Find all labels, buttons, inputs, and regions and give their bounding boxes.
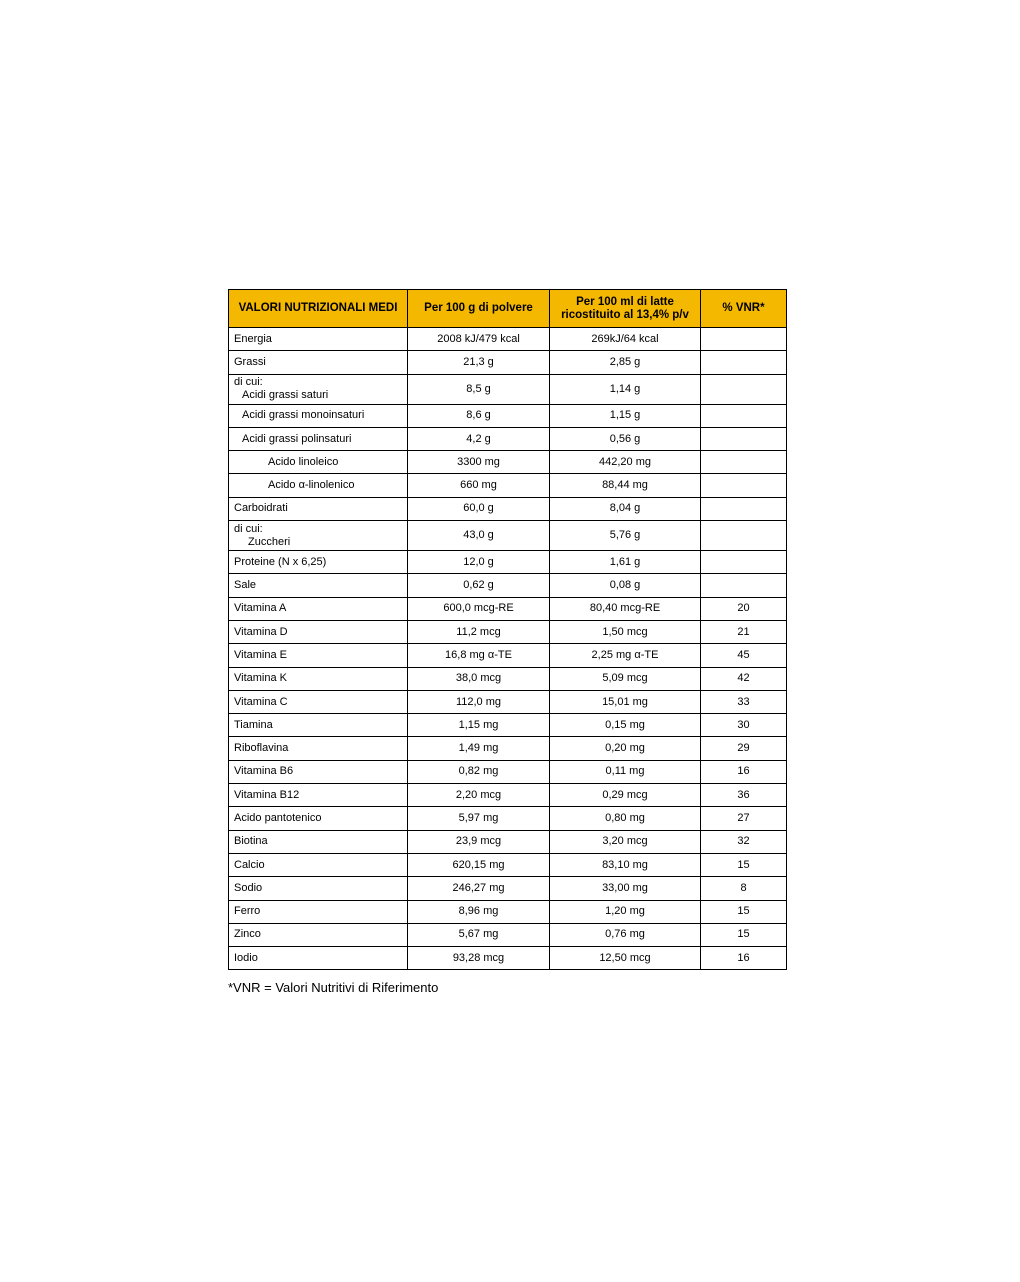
per-100ml-value: 269kJ/64 kcal: [550, 328, 701, 351]
per-100g-value: 16,8 mg α-TE: [408, 644, 550, 667]
per-100g-value: 8,96 mg: [408, 900, 550, 923]
nutrient-name-cell: [229, 451, 408, 474]
nutrient-name: Iodio: [234, 951, 258, 964]
nutrient-name: Vitamina C: [234, 695, 288, 708]
per-100g-value: 11,2 mcg: [408, 620, 550, 643]
nutrient-name: Acidi grassi polinsaturi: [242, 432, 352, 445]
nutrient-name: Energia: [234, 332, 272, 345]
header-vnr: % VNR*: [701, 290, 787, 328]
vnr-value: 27: [701, 807, 787, 830]
table-row: [229, 497, 787, 520]
header-per-100g: Per 100 g di polvere: [408, 290, 550, 328]
nutrient-name: Vitamina A: [234, 602, 287, 615]
vnr-value: 15: [701, 900, 787, 923]
per-100ml-value: 15,01 mg: [550, 690, 701, 713]
vnr-value: 32: [701, 830, 787, 853]
header-per-100ml: Per 100 ml di latte ricostituito al 13,4% p/v: [550, 290, 701, 328]
vnr-value: 30: [701, 714, 787, 737]
nutrient-name: Vitamina D: [234, 625, 288, 638]
nutrient-name-cell: [229, 877, 408, 900]
per-100ml-value: 1,14 g: [550, 374, 701, 404]
nutrient-name-cell: [229, 427, 408, 450]
table-row: [229, 451, 787, 474]
table-body: [229, 328, 787, 970]
nutrient-prefix: di cui:: [234, 376, 263, 389]
nutrient-name: Riboflavina: [234, 742, 289, 755]
nutrient-name-cell: [229, 784, 408, 807]
table-row: [229, 574, 787, 597]
vnr-value: [701, 328, 787, 351]
nutrient-name-cell: [229, 404, 408, 427]
nutrient-name-cell: [229, 830, 408, 853]
per-100g-value: 0,62 g: [408, 574, 550, 597]
nutrient-name: Calcio: [234, 858, 265, 871]
vnr-value: [701, 551, 787, 574]
nutrient-name: Grassi: [234, 355, 266, 368]
per-100g-value: 23,9 mcg: [408, 830, 550, 853]
per-100g-value: 8,6 g: [408, 404, 550, 427]
vnr-value: [701, 521, 787, 551]
nutrient-name-cell: [229, 328, 408, 351]
vnr-value: [701, 451, 787, 474]
per-100ml-value: 83,10 mg: [550, 853, 701, 876]
table-row: [229, 597, 787, 620]
vnr-value: [701, 427, 787, 450]
per-100ml-value: 1,20 mg: [550, 900, 701, 923]
vnr-value: 20: [701, 597, 787, 620]
table-row: [229, 830, 787, 853]
per-100g-value: 1,49 mg: [408, 737, 550, 760]
table-row: [229, 374, 787, 404]
nutrient-name: Acidi grassi monoinsaturi: [242, 409, 365, 422]
vnr-value: [701, 474, 787, 497]
per-100ml-value: 88,44 mg: [550, 474, 701, 497]
per-100ml-value: 1,15 g: [550, 404, 701, 427]
table-row: [229, 760, 787, 783]
per-100g-value: 2,20 mcg: [408, 784, 550, 807]
per-100g-value: 5,67 mg: [408, 923, 550, 946]
table-row: [229, 714, 787, 737]
per-100g-value: 0,82 mg: [408, 760, 550, 783]
nutrient-name: Acido pantotenico: [234, 811, 322, 824]
nutrient-name: Biotina: [234, 835, 268, 848]
per-100ml-value: 0,20 mg: [550, 737, 701, 760]
table-row: [229, 404, 787, 427]
nutrient-name-cell: [229, 521, 408, 551]
footnote: *VNR = Valori Nutritivi di Riferimento: [228, 980, 439, 995]
vnr-value: 21: [701, 620, 787, 643]
per-100g-value: 3300 mg: [408, 451, 550, 474]
vnr-value: 45: [701, 644, 787, 667]
nutrient-name: Vitamina K: [234, 672, 287, 685]
vnr-value: [701, 404, 787, 427]
nutrient-name-cell: [229, 807, 408, 830]
per-100g-value: 5,97 mg: [408, 807, 550, 830]
vnr-value: 16: [701, 760, 787, 783]
nutrient-name-cell: [229, 551, 408, 574]
nutrient-name-cell: [229, 690, 408, 713]
table-row: [229, 551, 787, 574]
table-row: [229, 737, 787, 760]
nutrient-name: Vitamina B12: [234, 788, 300, 801]
per-100g-value: 93,28 mcg: [408, 947, 550, 970]
nutrient-name: Vitamina E: [234, 648, 287, 661]
header-nutrient: VALORI NUTRIZIONALI MEDI: [229, 290, 408, 328]
per-100g-value: 112,0 mg: [408, 690, 550, 713]
per-100g-value: 1,15 mg: [408, 714, 550, 737]
per-100g-value: 4,2 g: [408, 427, 550, 450]
nutrient-name-cell: [229, 644, 408, 667]
nutrient-name-cell: [229, 737, 408, 760]
per-100ml-value: 3,20 mcg: [550, 830, 701, 853]
per-100g-value: 660 mg: [408, 474, 550, 497]
nutrient-name: Acidi grassi saturi: [242, 389, 329, 402]
vnr-value: 36: [701, 784, 787, 807]
vnr-value: 29: [701, 737, 787, 760]
table-row: [229, 644, 787, 667]
vnr-value: [701, 497, 787, 520]
vnr-value: 15: [701, 853, 787, 876]
table-row: [229, 877, 787, 900]
vnr-value: [701, 574, 787, 597]
per-100g-value: 60,0 g: [408, 497, 550, 520]
per-100ml-value: 8,04 g: [550, 497, 701, 520]
nutrient-name: Ferro: [234, 905, 261, 918]
per-100g-value: 600,0 mcg-RE: [408, 597, 550, 620]
per-100ml-value: 0,15 mg: [550, 714, 701, 737]
table-row: [229, 900, 787, 923]
per-100ml-value: 1,50 mcg: [550, 620, 701, 643]
table-header-row: [229, 290, 787, 328]
per-100ml-value: 5,76 g: [550, 521, 701, 551]
nutrient-name-cell: [229, 597, 408, 620]
nutrient-name: Acido linoleico: [268, 455, 339, 468]
per-100ml-value: 0,76 mg: [550, 923, 701, 946]
per-100ml-value: 33,00 mg: [550, 877, 701, 900]
table-row: [229, 328, 787, 351]
per-100g-value: 38,0 mcg: [408, 667, 550, 690]
nutrient-name: Tiamina: [234, 718, 273, 731]
nutrient-name: Zuccheri: [248, 535, 291, 548]
per-100ml-value: 5,09 mcg: [550, 667, 701, 690]
per-100ml-value: 0,80 mg: [550, 807, 701, 830]
nutrient-name: Zinco: [234, 928, 261, 941]
nutrient-name: Acido α-linolenico: [268, 479, 355, 492]
per-100ml-value: 2,85 g: [550, 351, 701, 374]
table-row: [229, 521, 787, 551]
nutrient-name-cell: [229, 853, 408, 876]
per-100g-value: 2008 kJ/479 kcal: [408, 328, 550, 351]
nutrient-name: Sodio: [234, 881, 263, 894]
nutrient-name-cell: [229, 574, 408, 597]
table-row: [229, 853, 787, 876]
table-row: [229, 351, 787, 374]
vnr-value: 33: [701, 690, 787, 713]
nutrient-name-cell: [229, 760, 408, 783]
per-100g-value: 43,0 g: [408, 521, 550, 551]
per-100g-value: 8,5 g: [408, 374, 550, 404]
nutrient-name-cell: [229, 667, 408, 690]
per-100g-value: 620,15 mg: [408, 853, 550, 876]
nutrient-name: Proteine (N x 6,25): [234, 555, 327, 568]
table-row: [229, 667, 787, 690]
per-100ml-value: 0,08 g: [550, 574, 701, 597]
per-100g-value: 246,27 mg: [408, 877, 550, 900]
table-row: [229, 620, 787, 643]
vnr-value: 8: [701, 877, 787, 900]
nutrient-name-cell: [229, 474, 408, 497]
per-100ml-value: 0,11 mg: [550, 760, 701, 783]
per-100g-value: 21,3 g: [408, 351, 550, 374]
nutrient-name-cell: [229, 900, 408, 923]
table-row: [229, 784, 787, 807]
per-100ml-value: 0,56 g: [550, 427, 701, 450]
table-row: [229, 474, 787, 497]
nutrient-name-cell: [229, 923, 408, 946]
nutrient-name-cell: [229, 374, 408, 404]
per-100ml-value: 80,40 mcg-RE: [550, 597, 701, 620]
table-row: [229, 947, 787, 970]
nutrient-name: Sale: [234, 579, 257, 592]
table-row: [229, 923, 787, 946]
vnr-value: 16: [701, 947, 787, 970]
table-row: [229, 427, 787, 450]
per-100g-value: 12,0 g: [408, 551, 550, 574]
table-row: [229, 690, 787, 713]
nutrient-name-cell: [229, 947, 408, 970]
nutrient-name: Carboidrati: [234, 502, 288, 515]
per-100ml-value: 0,29 mcg: [550, 784, 701, 807]
nutrition-table: [228, 289, 787, 970]
nutrient-name-cell: [229, 620, 408, 643]
vnr-value: 15: [701, 923, 787, 946]
vnr-value: [701, 374, 787, 404]
nutrient-name-cell: [229, 714, 408, 737]
vnr-value: 42: [701, 667, 787, 690]
per-100ml-value: 2,25 mg α-TE: [550, 644, 701, 667]
vnr-value: [701, 351, 787, 374]
nutrient-prefix: di cui:: [234, 522, 263, 535]
nutrient-name-cell: [229, 351, 408, 374]
per-100ml-value: 442,20 mg: [550, 451, 701, 474]
table-row: [229, 807, 787, 830]
per-100ml-value: 1,61 g: [550, 551, 701, 574]
per-100ml-value: 12,50 mcg: [550, 947, 701, 970]
nutrient-name: Vitamina B6: [234, 765, 294, 778]
nutrient-name-cell: [229, 497, 408, 520]
